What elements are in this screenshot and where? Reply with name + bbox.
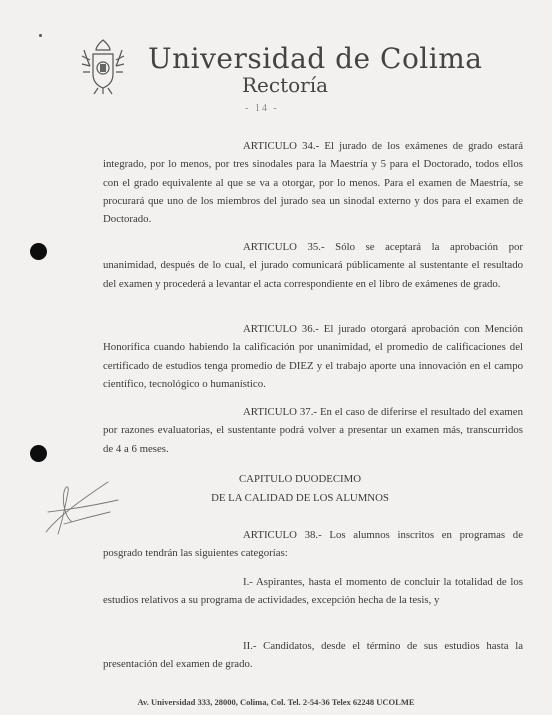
chapter-title: DE LA CALIDAD DE LOS ALUMNOS [211, 491, 389, 504]
article-37-text: ARTICULO 37.- En el caso de diferirse el resultado del examen por razones evaluatorias, el sustentante podrá volver a presentar un examen más, transcurridos de 4 a 6 meses. [103, 406, 523, 455]
university-name: Universidad de Colima [148, 42, 483, 75]
article-34-text: ARTICULO 34.- El jurado de los exámenes de grado estará integrado, por lo menos, por tres sinodales para la Maestría y 5 para el Doctorado, todos ellos con el grado equivalente al que se va a otorgar, por lo menos. Para el examen de Maestría, se procurará que uno de los miembros del jurado sea un sinodal externo y dos para el examen de Doctorado. [103, 140, 523, 226]
article-35-text: ARTICULO 35.- Sólo se aceptará la aprobación por unanimidad, después de lo cual, el jurado comunicará públicamente al sustentante el resultado del examen y procederá a levantar el acta correspondiente en el libro de exámenes de grado. [103, 241, 523, 290]
office-name: Rectoría [242, 73, 329, 97]
page-number: - 14 - [245, 103, 279, 114]
handwritten-signature [38, 462, 128, 542]
article-37 [103, 403, 523, 458]
category-aspirantes [103, 573, 523, 610]
speck [39, 34, 42, 37]
article-38 [103, 526, 523, 563]
article-36 [103, 320, 523, 393]
article-38-text: ARTICULO 38.- Los alumnos inscritos en programas de posgrado tendrán las siguientes categorías: [103, 529, 523, 560]
category-candidatos-text: II.- Candidatos, desde el término de sus estudios hasta la presentación del examen de grado. [103, 640, 523, 671]
article-36-text: ARTICULO 36.- El jurado otorgará aprobación con Mención Honorífica cuando habiendo la calificación por unanimidad, el promedio de calificaciones del certificado de estudios tenga promedio de DIEZ y el trabajo aporte una innovación en el campo científico, tecnológico o humanístico. [103, 323, 523, 390]
punch-hole [30, 445, 47, 462]
category-aspirantes-text: I.- Aspirantes, hasta el momento de concluir la totalidad de los estudios relativos a su programa de actividades, excepción hecha de la tesis, y [103, 576, 523, 607]
punch-hole [30, 243, 47, 260]
chapter-number: CAPITULO DUODECIMO [238, 473, 362, 485]
category-candidatos [103, 637, 523, 674]
chapter-heading [150, 470, 450, 507]
university-seal-icon [78, 36, 128, 96]
article-34 [103, 137, 523, 228]
article-35 [103, 238, 523, 293]
footer-address: Av. Universidad 333, 28000, Colima, Col. Tel. 2-54-36 Telex 62248 UCOLME [137, 697, 415, 707]
